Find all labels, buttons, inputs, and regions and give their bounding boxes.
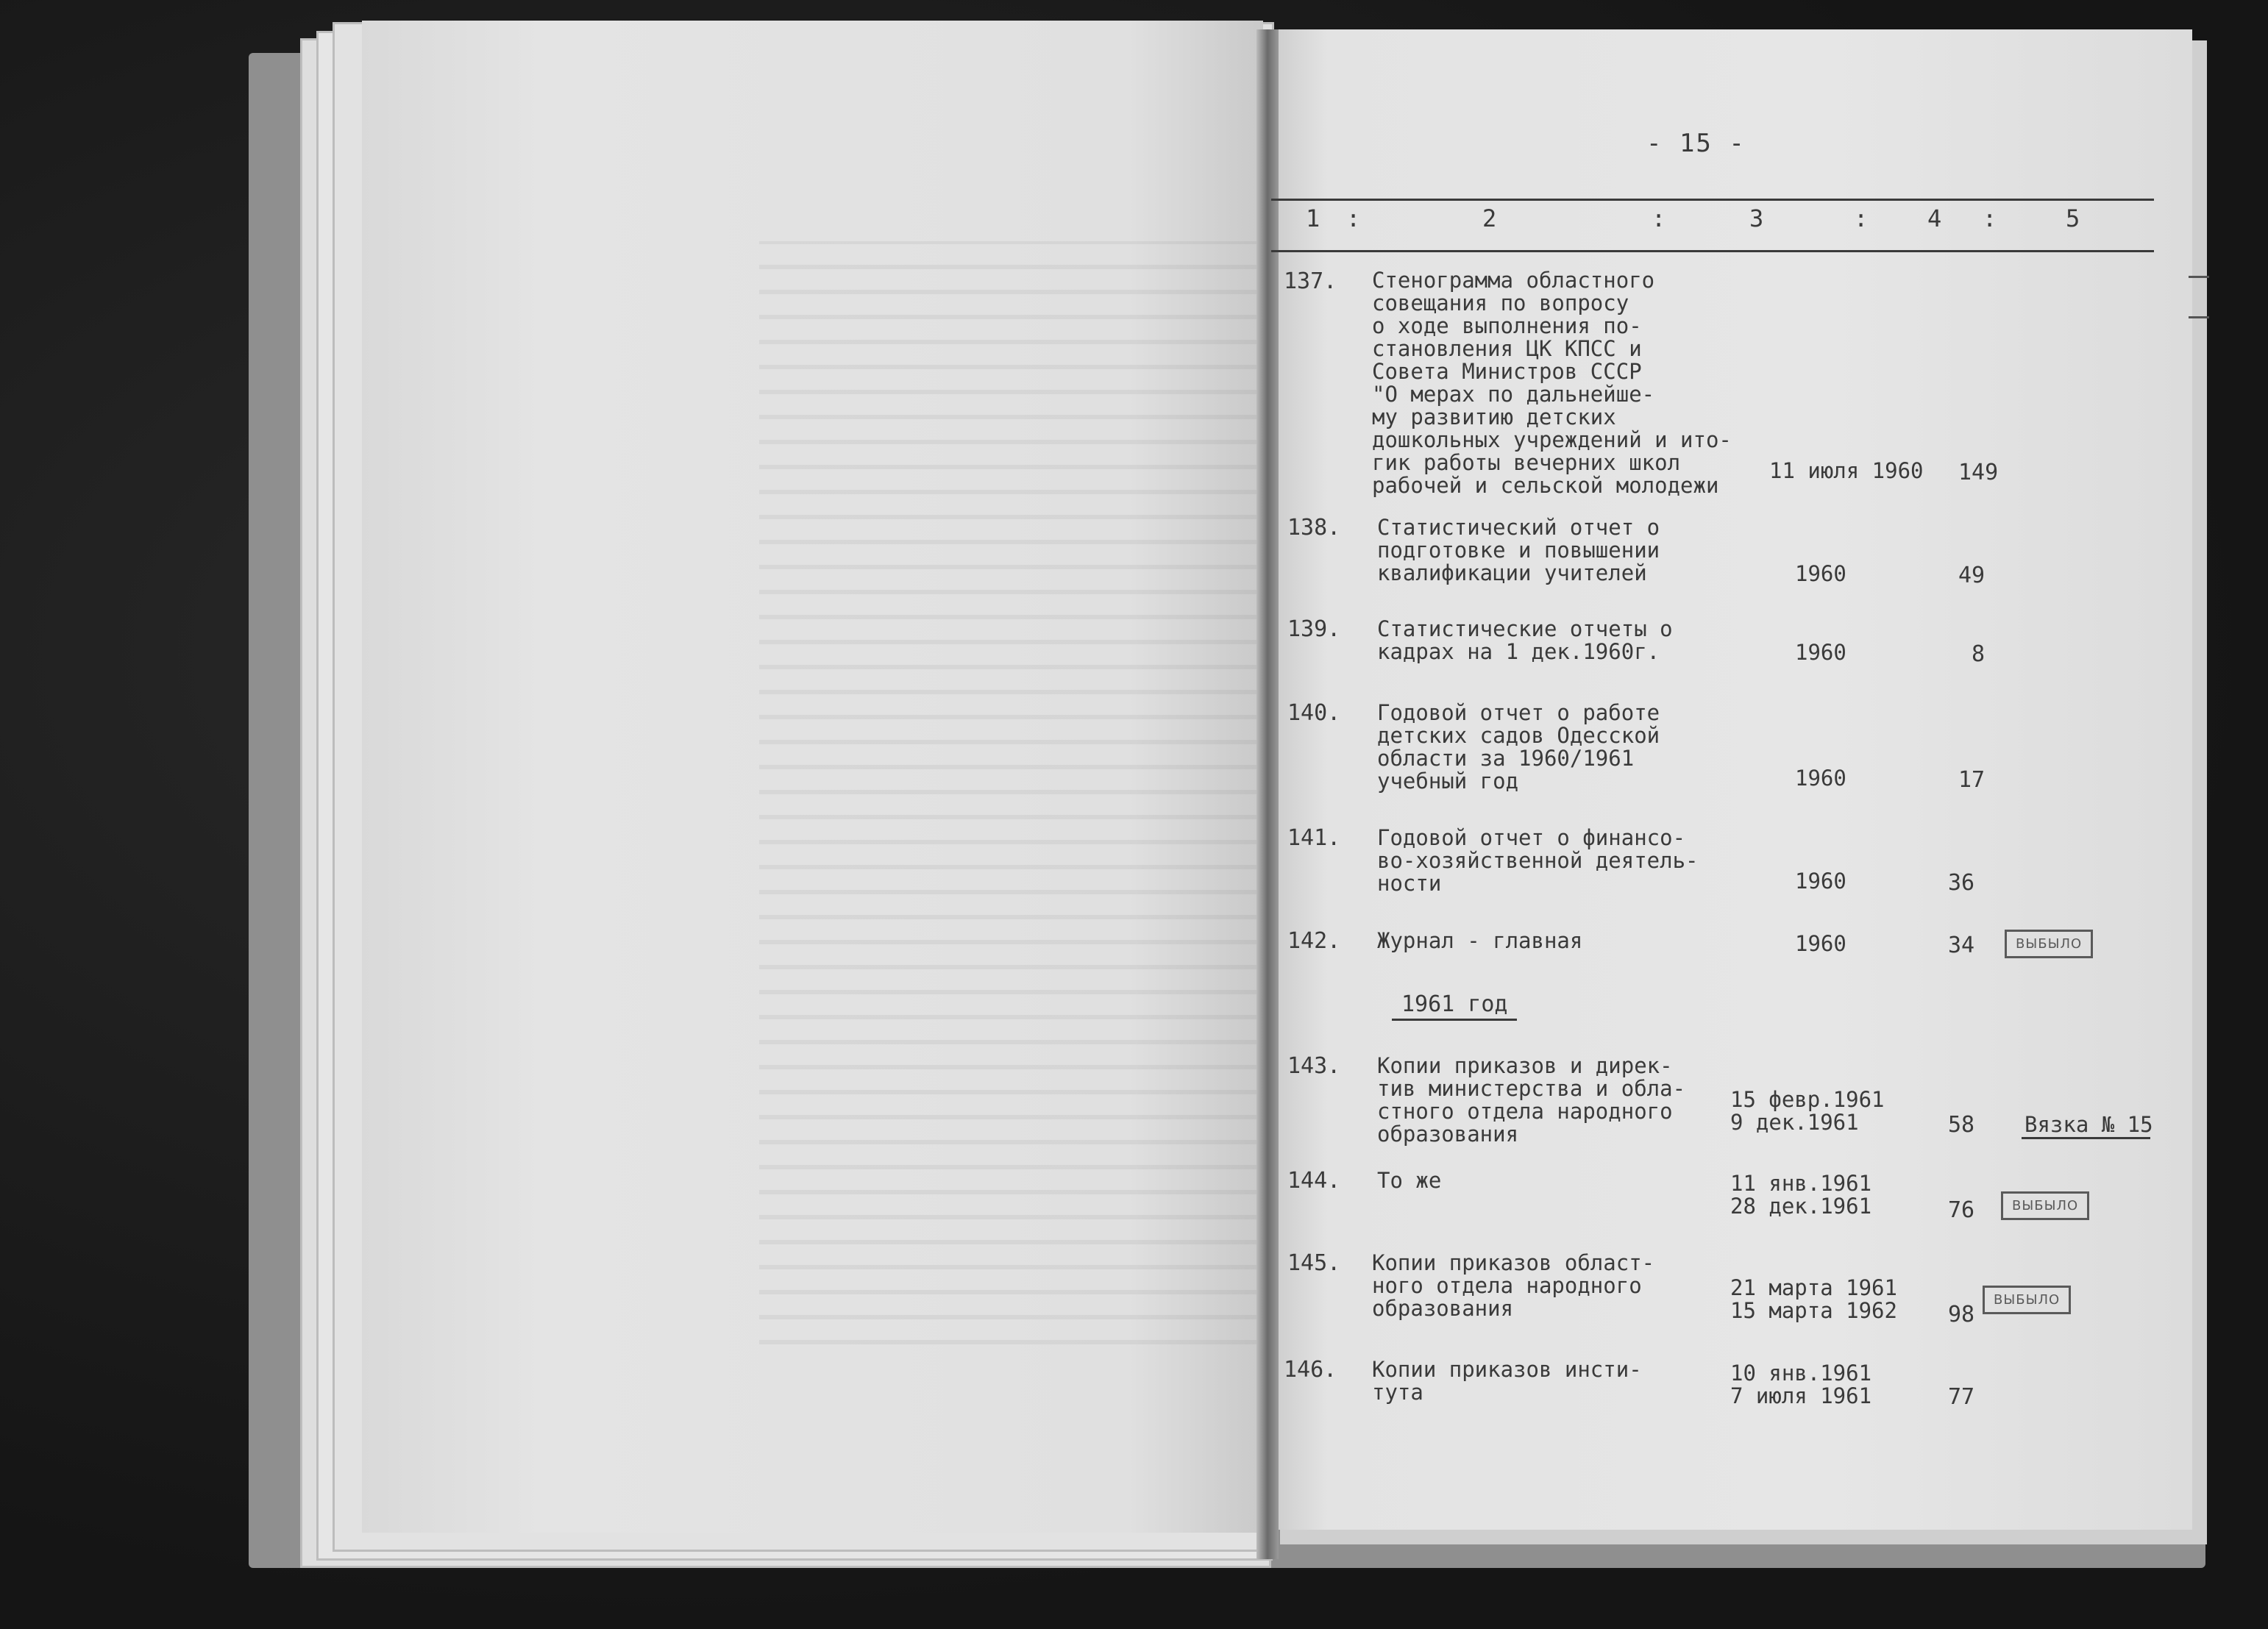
entry-description: Стенограмма областного совещания по вопросу о ходе выполнения по- становления ЦК КПСС и Совета Министров СССР "О мерах по дальнейше- му развитию детских дошкольных учреждений и ито- гик работы вечерних школ рабочей и сельской молодежи xyxy=(1372,268,1732,498)
entry-sheet-count: 36 xyxy=(1948,870,1975,896)
section-year-heading: 1961 год xyxy=(1401,991,1508,1017)
entry-date: 1960 xyxy=(1795,561,1846,586)
entry-sheet-count: 34 xyxy=(1948,933,1975,958)
entry-description: То же xyxy=(1377,1168,1442,1193)
entry-date: 11 июля 1960 xyxy=(1769,458,1924,483)
column-separator: : xyxy=(1346,204,1361,232)
entry-description: Копии приказов и дирек- тив министерства и обла- стного отдела народного образования xyxy=(1377,1053,1686,1147)
entry-sheet-count: 58 xyxy=(1948,1112,1975,1138)
book-gutter xyxy=(1256,29,1279,1559)
entry-description: Журнал - главная xyxy=(1377,928,1583,953)
withdrawn-stamp: ВЫБЫЛО xyxy=(1983,1286,2071,1314)
entry-number: 137. xyxy=(1284,268,1337,294)
entry-description: Годовой отчет о финансо- во-хозяйственной деятель- ности xyxy=(1377,825,1699,896)
entry-number: 140. xyxy=(1287,700,1341,726)
entry-number: 144. xyxy=(1287,1168,1341,1194)
column-header-5: 5 xyxy=(2066,204,2080,232)
entry-description: Копии приказов област- ного отдела народного образования xyxy=(1372,1250,1655,1321)
entry-sheet-count: 149 xyxy=(1958,460,1999,485)
column-separator: : xyxy=(1652,204,1666,232)
entry-date: 1960 xyxy=(1795,640,1846,665)
entry-description: Годовой отчет о работе детских садов Одесской области за 1960/1961 учебный год xyxy=(1377,700,1660,794)
entry-number: 139. xyxy=(1287,616,1341,642)
entry-sheet-count: 8 xyxy=(1972,641,1986,667)
section-year-underline xyxy=(1392,1019,1517,1021)
page-number: - 15 - xyxy=(1646,129,1746,158)
column-header-4: 4 xyxy=(1927,204,1942,232)
entry-date: 10 янв.1961 7 июля 1961 xyxy=(1730,1361,1872,1408)
entry-sheet-count: 17 xyxy=(1958,767,1986,793)
entry-description: Копии приказов инсти- тута xyxy=(1372,1357,1642,1405)
entry-date: 1960 xyxy=(1795,766,1846,791)
column-separator: : xyxy=(1983,204,1997,232)
entry-number: 145. xyxy=(1287,1250,1341,1276)
edge-mark xyxy=(2189,276,2209,278)
column-header-1: 1 xyxy=(1306,204,1320,232)
entry-sheet-count: 77 xyxy=(1948,1384,1975,1410)
entry-number: 143. xyxy=(1287,1053,1341,1079)
entry-date: 15 февр.1961 9 дек.1961 xyxy=(1730,1087,1885,1135)
column-separator: : xyxy=(1854,204,1869,232)
withdrawn-stamp: ВЫБЫЛО xyxy=(2005,930,2093,958)
entry-sheet-count: 76 xyxy=(1948,1197,1975,1223)
header-rule-top xyxy=(1271,199,2154,201)
edge-mark xyxy=(2189,316,2209,318)
header-rule-bottom xyxy=(1271,250,2154,252)
entry-date: 1960 xyxy=(1795,869,1846,894)
column-header-2: 2 xyxy=(1482,204,1497,232)
left-page-blank xyxy=(362,21,1263,1533)
withdrawn-stamp: ВЫБЫЛО xyxy=(2001,1191,2089,1220)
entry-description: Статистические отчеты о кадрах на 1 дек.1960г. xyxy=(1377,616,1673,664)
column-header-3: 3 xyxy=(1749,204,1764,232)
bundle-note: Вязка № 15 xyxy=(2025,1112,2153,1137)
bundle-note-underline xyxy=(2022,1137,2150,1139)
entry-number: 138. xyxy=(1287,515,1341,541)
entry-sheet-count: 98 xyxy=(1948,1302,1975,1327)
entry-number: 142. xyxy=(1287,928,1341,954)
entry-number: 141. xyxy=(1287,825,1341,851)
entry-sheet-count: 49 xyxy=(1958,563,1986,588)
entry-date: 21 марта 1961 15 марта 1962 xyxy=(1730,1275,1897,1323)
entry-number: 146. xyxy=(1284,1357,1337,1383)
entry-date: 11 янв.1961 28 дек.1961 xyxy=(1730,1171,1872,1219)
entry-description: Статистический отчет о подготовке и повышении квалификации учителей xyxy=(1377,515,1660,585)
entry-date: 1960 xyxy=(1795,931,1846,956)
